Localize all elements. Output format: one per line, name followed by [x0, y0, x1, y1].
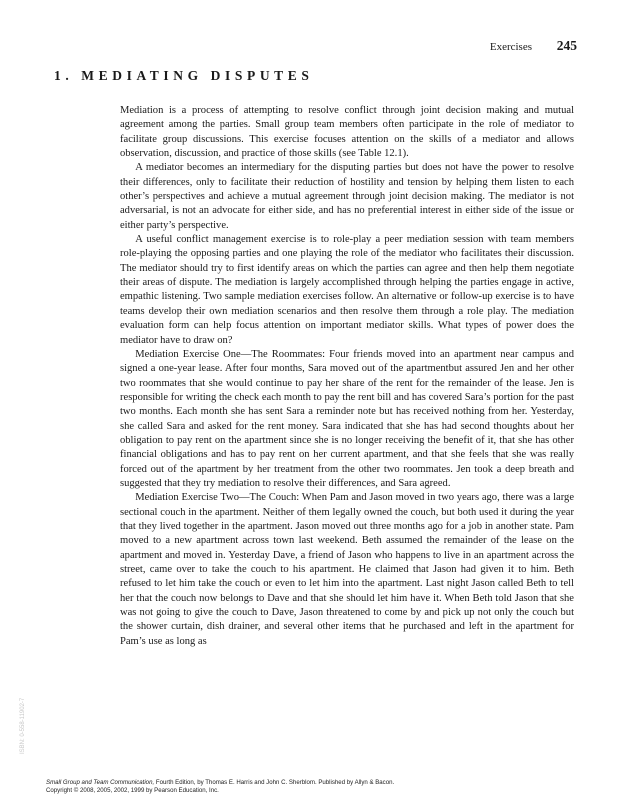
paragraph-exercise-two: Mediation Exercise Two—The Couch: When Pam and Jason moved in two years ago, there was a large sectional couch in the apartment. Neither of them legally owned the couch, but both used it during the year that they lived together in the apartment. Jason moved out three months ago for a job in another state. Pam moved to a new apartment across town last weekend. Beth assumed the remainder of the lease on the apartment and moved in. Yesterday Dave, a friend of Jason who happens to live in an apartment across the street, came over to take the couch to his apartment. He claimed that Jason had given it to him. Beth refused to let him take the couch or even to let him into the apartment. Last night Jason called Beth to tell her that the couch now belongs to Dave and that she should let him have it. When Beth told Jason that she was not going to give the couch to Dave, Jason threatened to come by and pick up not only the couch but the shower curtain, dish drainer, and several other items that he purchased and left in the apartment for Pam’s use as long as	[120, 492, 574, 647]
running-header	[490, 38, 577, 54]
section-title: Exercises	[489, 41, 532, 53]
footer-citation	[46, 779, 586, 787]
page-number: 245	[556, 38, 577, 53]
paragraph-conflict-exercise: A useful conflict management exercise is to role-play a peer mediation session with team members role-playing the opposing parties and one playing the role of the mediator who facilitates their discussion. The mediator should try to first identify areas on which the parties can agree and then help them negotiate their areas of dispute. The mediation is largely accomplished through helping the parties engage in active, empathic listening. Two sample mediation exercises follow. An alternative or follow-up exercise is to have teams develop their own mediation scenarios and then resolve them through a role play. The mediation evaluation form can help focus attention on important mediator skills. What types of power does the mediator have to draw on?	[120, 234, 574, 346]
body-text	[120, 104, 574, 649]
section-heading: 1. MEDIATING DISPUTES	[54, 68, 314, 83]
paragraph-exercise-one: Mediation Exercise One—The Roommates: Four friends moved into an apartment near campus and signed a one-year lease. After four months, Sara moved out of the apartmentbut assured Jen and her other two roommates that she would continue to pay her share of the rent for the remainder of the lease. Jen is responsible for writing the check each month to pay the rent bill and has covered Sara’s portion for the past two months. Each month she has sent Sara a reminder note but has received nothing from her. Yesterday, she called Sara and asked for the rent money. Sara indicated that she has had second thoughts about her obligation to pay rent on the apartment since she is no longer receiving the benefit of it, that she has other financial obligations and has to pay rent on her current apartment, and that she feels that she was really forced out of the apartment by her treatment from the other two roommates. Jen took a deep breath and suggested that they try mediation to resolve their differences, and Sara agreed.	[120, 348, 574, 489]
isbn-text: ISBN: 0-558-11902-7	[20, 697, 26, 754]
paragraph-mediator-role: A mediator becomes an intermediary for the disputing parties but does not have the power to resolve their differences, only to facilitate their reduction of hostility and tension by helping them listen to each other’s perspectives and achieve a mutual agreement through joint decision making. The mediator is not adversarial, is not an advocate for either side, and has no preferential interest in either side of the issue or either party’s perspective.	[120, 162, 574, 231]
footer-book-details: Fourth Edition, by Thomas E. Harris and John C. Sherblom. Published by Allyn & Bacon.	[154, 779, 395, 786]
isbn-margin-note	[20, 674, 26, 754]
footer-copyright: Copyright © 2008, 2005, 2002, 1999 by Pearson Education, Inc.	[46, 786, 219, 794]
paragraph-intro: Mediation is a process of attempting to resolve conflict through joint decision making and mutual agreement among the parties. Small group team members often participate in the role of mediator to facilitate group discussions. This exercise focuses attention on the skills of a mediator and allows observation, discussion, and practice of those skills (see Table 12.1).	[120, 105, 574, 160]
page-footer	[46, 779, 586, 794]
footer-book-title: Small Group and Team Communication,	[46, 779, 155, 786]
